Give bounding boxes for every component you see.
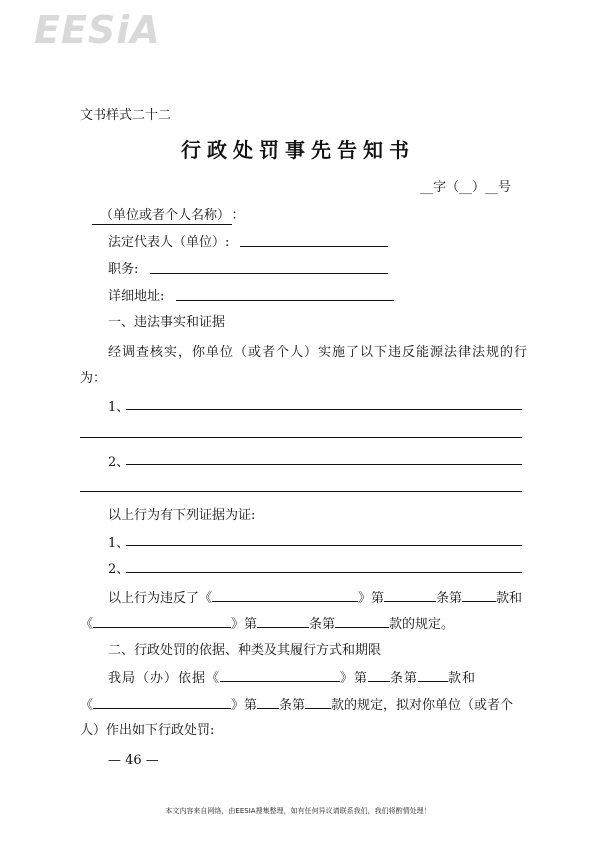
basis-line-3: 人）作出如下行政处罚: (80, 723, 215, 738)
watermark-logo: EESiA (34, 8, 161, 52)
addressee-colon: ： (231, 208, 245, 223)
evidence-2-field[interactable] (126, 572, 522, 573)
basis-line-2 (80, 696, 513, 714)
fact-item-1-field[interactable] (126, 409, 522, 410)
basis2-article-label: 》第 (231, 698, 258, 713)
basis2-clause-label: 条第 (279, 698, 306, 713)
basis-and: 款和 (448, 671, 477, 686)
violation2-article-field[interactable] (257, 615, 309, 628)
address-label: 详细地址: (108, 289, 165, 304)
basis2-law-field[interactable] (93, 696, 231, 709)
basis2-end: 款的规定，拟对你单位（或者个 (331, 698, 514, 713)
violation2-article-label: 》第 (231, 617, 258, 632)
basis2-prefix: 《 (80, 698, 94, 713)
section-1-heading: 一、违法事实和证据 (108, 315, 226, 330)
address-field[interactable] (176, 300, 394, 301)
document-number: __字（__）__号 (420, 180, 512, 195)
violation-prefix: 以上行为违反了《 (108, 591, 213, 606)
evidence-2-label: 2、 (108, 562, 130, 577)
basis-law-field[interactable] (220, 669, 340, 682)
basis-clause-field[interactable] (418, 669, 448, 682)
page-number: — 46 — (108, 753, 159, 768)
footer-notice: 本文内容来自网络，由EESIA搜集整理，如有任何异议请联系我们，我们将酌情处理！ (165, 807, 431, 815)
basis-prefix: 我局（办）依据《 (108, 671, 221, 686)
basis-line-1 (108, 669, 476, 687)
evidence-intro: 以上行为有下列证据为证: (108, 508, 256, 523)
fact-item-2-label: 2、 (108, 455, 130, 470)
fact-item-1-field-cont[interactable] (80, 437, 522, 438)
fact-item-1-label: 1、 (108, 400, 130, 415)
violation-article-field[interactable] (384, 589, 436, 602)
addressee-name: （单位或者个人名称） (92, 208, 232, 225)
legal-rep-label: 法定代表人（单位）: (108, 235, 230, 250)
position-label: 职务: (108, 262, 139, 277)
violation-and: 款和 (496, 591, 523, 606)
facts-paragraph-line2: 为： (80, 371, 107, 386)
fact-item-2-field-cont[interactable] (80, 491, 522, 492)
violation-clause-label: 条第 (436, 591, 463, 606)
section-2-heading: 二、行政处罚的依据、种类及其履行方式和期限 (108, 643, 382, 658)
violation-clause-field[interactable] (462, 589, 496, 602)
facts-paragraph-line1: 经调查核实，你单位（或者个人）实施了以下违反能源法律法规的行 (108, 345, 529, 360)
violation2-law-field[interactable] (93, 615, 231, 628)
addressee-line (92, 208, 245, 224)
violation2-clause-field[interactable] (335, 615, 389, 628)
basis-article-label: 》第 (340, 671, 369, 686)
basis-article-field[interactable] (368, 669, 390, 682)
violation2-end: 款的规定。 (389, 617, 455, 632)
basis2-clause-field[interactable] (305, 696, 331, 709)
legal-rep-field[interactable] (240, 246, 388, 247)
violation-law-field[interactable] (212, 589, 358, 602)
document-title: 行政处罚事先告知书 (181, 138, 415, 162)
basis-clause-label: 条第 (390, 671, 419, 686)
style-label: 文书样式二十二 (80, 108, 172, 123)
violation-line-1 (108, 589, 522, 607)
violation-article-label: 》第 (358, 591, 385, 606)
evidence-1-label: 1、 (108, 536, 130, 551)
violation-line-2 (80, 615, 454, 633)
basis2-article-field[interactable] (257, 696, 279, 709)
evidence-1-field[interactable] (126, 545, 522, 546)
fact-item-2-field[interactable] (126, 464, 522, 465)
violation2-clause-label: 条第 (309, 617, 336, 632)
position-field[interactable] (150, 273, 388, 274)
violation2-prefix: 《 (80, 617, 94, 632)
